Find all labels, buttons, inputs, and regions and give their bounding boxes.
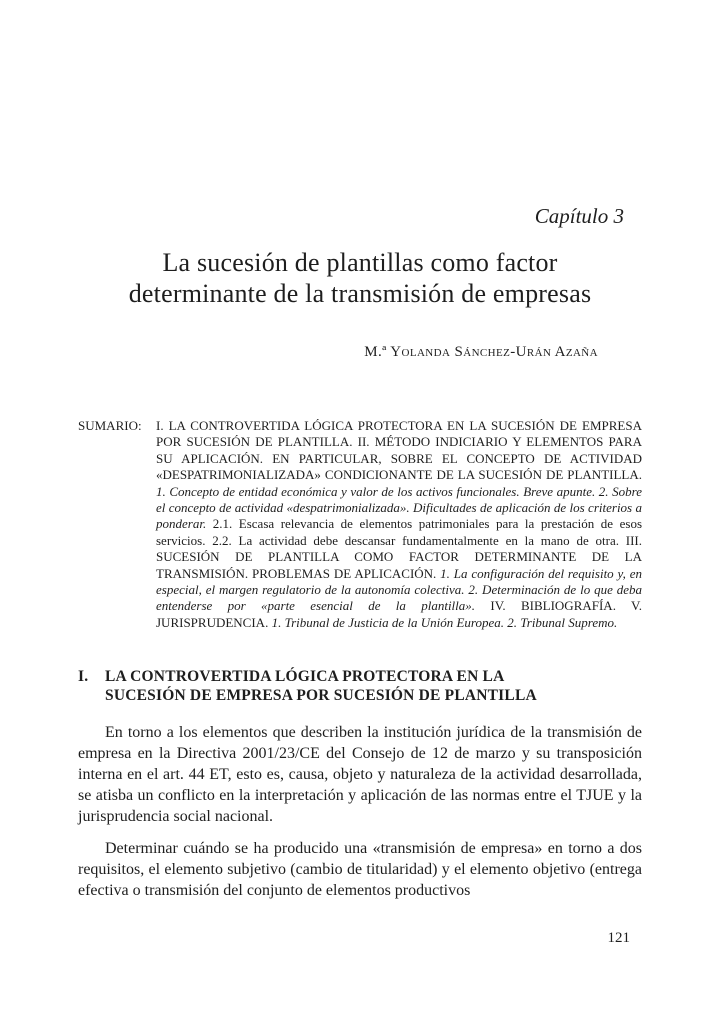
page-number: 121 [607,930,630,946]
author-byline: M.ª Yolanda Sánchez-Urán Azaña [364,344,598,360]
chapter-title-line-1: La sucesión de plantillas como factor [162,248,558,277]
summary-segment-2: 1. Concepto de entidad económica y valor de los activos funcionales. Breve apunte. 2. Sobre el concepto de actividad «despatrimonializada». Dificultades de aplicación de los criterios a ponderar. [156,483,642,532]
summary-segment-5: 1. La configuración del requisito y, en especial, el margen regulatorio de la autonomía colectiva. 2. Determinación de lo que deba entenderse por «parte esencial de la plantilla». [156,565,642,614]
summary-block [78,418,642,631]
chapter-title [78,247,642,309]
chapter-title-line-2: determinante de la transmisión de empresas [128,279,592,308]
summary-segment-6: IV. BIBLIOGRAFÍA. V. JURISPRUDENCIA. [156,598,642,630]
section-number: I. [78,668,89,686]
section-heading-line-2: SUCESIÓN DE EMPRESA POR SUCESIÓN DE PLANTILLA [105,687,537,705]
section-heading-text [105,667,537,705]
page-content [0,204,709,901]
summary-segment-7: 1. Tribunal de Justicia de la Unión Europea. 2. Tribunal Supremo. [271,614,618,630]
summary-segment-3: 2.1. Escasa relevancia de elementos patrimoniales para la prestación de esos servicios. 2.2. La actividad debe descansar fundamentalmente en la mano de otra. [156,516,642,548]
body-paragraph-1: En torno a los elementos que describen la institución jurídica de la transmisión de empresa en la Directiva 2001/23/CE del Consejo de 12 de marzo y su transposición interna en el art. 44 ET, esto es, causa, objeto y naturaleza de la actividad desarrollada, se atisba un conflicto en la interpretación y aplicación de las normas entre el TJUE y la jurisprudencia social nacional. [78,724,642,826]
summary-label: SUMARIO: [78,418,142,433]
body-paragraph-2: Determinar cuándo se ha producido una «transmisión de empresa» en torno a dos requisitos, el elemento subjetivo (cambio de titularidad) y el elemento objetivo (entrega efectiva o transmisión del conjunto de elementos productivos [78,840,642,900]
section-heading [78,667,642,705]
summary-segment-1: I. LA CONTROVERTIDA LÓGICA PROTECTORA EN LA SUCESIÓN DE EMPRESA POR SUCESIÓN DE PLANTILLA. II. MÉTODO INDICIARIO Y ELEMENTOS PARA SU APLICACIÓN. EN PARTICULAR, SOBRE EL CONCEPTO DE ACTIVIDAD «DESPATRIMONIALIZADA» CONDICIONANTE DE LA SUCESIÓN DE PLANTILLA. [156,418,642,483]
chapter-label: Capítulo 3 [534,204,624,228]
section-heading-line-1: LA CONTROVERTIDA LÓGICA PROTECTORA EN LA [105,668,505,686]
summary-text [156,418,642,631]
summary-segment-4: III. SUCESIÓN DE PLANTILLA COMO FACTOR DETERMINANTE DE LA TRANSMISIÓN. PROBLEMAS DE APLICACIÓN. [156,532,642,581]
